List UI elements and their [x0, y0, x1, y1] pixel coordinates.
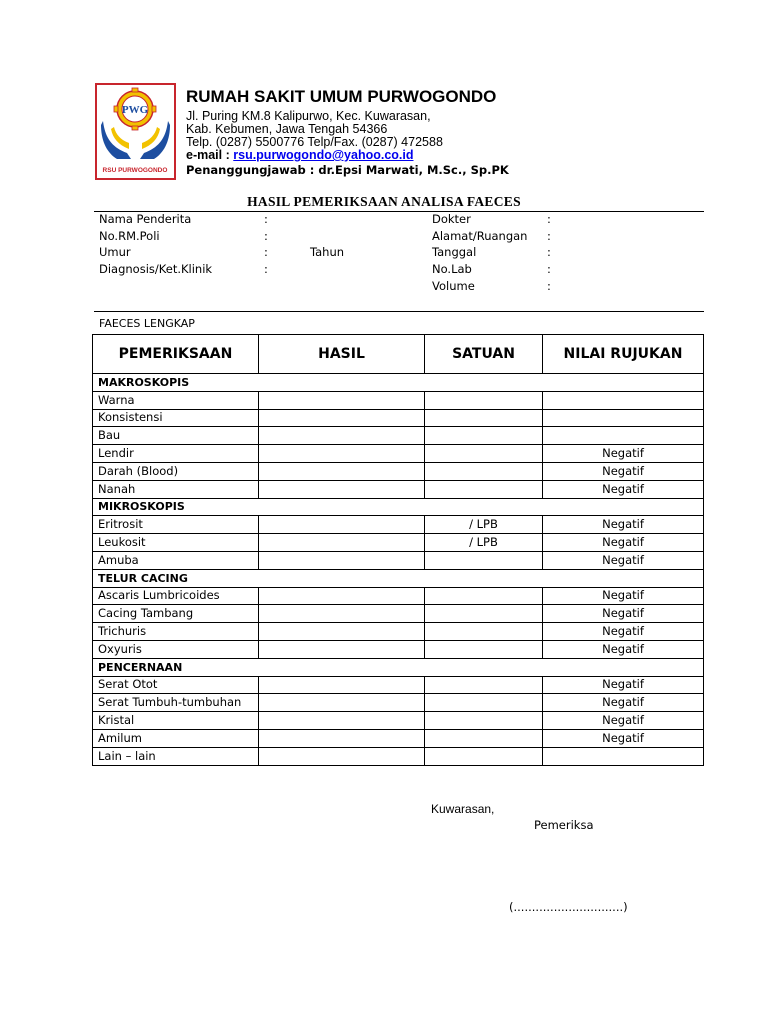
- exam-name: Kristal: [93, 712, 259, 730]
- table-row: [93, 516, 704, 534]
- result-cell[interactable]: [259, 409, 425, 427]
- field-colon: :: [264, 262, 268, 276]
- unit-cell: [425, 605, 543, 623]
- table-row: [93, 694, 704, 712]
- unit-cell: / LPB: [425, 516, 543, 534]
- reference-cell: Negatif: [543, 712, 704, 730]
- reference-cell: Negatif: [543, 480, 704, 498]
- exam-name: Lendir: [93, 445, 259, 463]
- header-nilai-rujukan: NILAI RUJUKAN: [543, 335, 704, 374]
- reference-cell: Negatif: [543, 587, 704, 605]
- table-row: [93, 640, 704, 658]
- patient-field-label: Tanggal: [432, 245, 477, 259]
- result-cell[interactable]: [259, 480, 425, 498]
- reference-cell: Negatif: [543, 729, 704, 747]
- result-cell[interactable]: [259, 516, 425, 534]
- table-row: [93, 427, 704, 445]
- table-row: [93, 729, 704, 747]
- reference-cell: Negatif: [543, 534, 704, 552]
- reference-cell: [543, 427, 704, 445]
- result-cell[interactable]: [259, 676, 425, 694]
- result-cell[interactable]: [259, 587, 425, 605]
- header-pemeriksaan: PEMERIKSAAN: [93, 335, 259, 374]
- patient-field-label: Umur: [99, 245, 131, 259]
- unit-cell: [425, 427, 543, 445]
- exam-name: Serat Tumbuh-tumbuhan: [93, 694, 259, 712]
- table-row: [93, 623, 704, 641]
- exam-name: Eritrosit: [93, 516, 259, 534]
- unit-cell: [425, 409, 543, 427]
- patient-field-label: Diagnosis/Ket.Klinik: [99, 262, 213, 276]
- field-colon: :: [547, 245, 551, 259]
- patient-field-label: Nama Penderita: [99, 212, 192, 226]
- section-title: TELUR CACING: [93, 569, 704, 587]
- exam-name: Nanah: [93, 480, 259, 498]
- result-cell[interactable]: [259, 391, 425, 409]
- report-title: HASIL PEMERIKSAAN ANALISA FAECES: [247, 194, 521, 209]
- exam-name: Ascaris Lumbricoides: [93, 587, 259, 605]
- table-row: [93, 747, 704, 765]
- section-title: PENCERNAAN: [93, 658, 704, 676]
- table-row: [93, 391, 704, 409]
- unit-cell: / LPB: [425, 534, 543, 552]
- reference-cell: Negatif: [543, 445, 704, 463]
- section-title: MIKROSKOPIS: [93, 498, 704, 516]
- address-line-1: Jl. Puring KM.8 Kalipurwo, Kec. Kuwarasan,: [186, 109, 431, 123]
- unit-cell: [425, 551, 543, 569]
- exam-name: Amilum: [93, 729, 259, 747]
- table-row: [93, 676, 704, 694]
- patient-field-label: Dokter: [432, 212, 471, 226]
- table-row: [93, 480, 704, 498]
- field-colon: :: [547, 279, 551, 293]
- exam-name: Bau: [93, 427, 259, 445]
- table-row: [93, 551, 704, 569]
- result-cell[interactable]: [259, 462, 425, 480]
- reference-cell: Negatif: [543, 623, 704, 641]
- field-colon: :: [264, 229, 268, 243]
- section-row: [93, 374, 704, 392]
- unit-cell: [425, 391, 543, 409]
- result-cell[interactable]: [259, 605, 425, 623]
- unit-cell: [425, 462, 543, 480]
- age-unit: Tahun: [310, 245, 345, 259]
- field-colon: :: [264, 212, 268, 226]
- field-colon: :: [264, 245, 268, 259]
- result-cell[interactable]: [259, 623, 425, 641]
- reference-cell: Negatif: [543, 551, 704, 569]
- table-row: [93, 587, 704, 605]
- exam-name: Cacing Tambang: [93, 605, 259, 623]
- logo-caption: RSU PURWOGONDO: [102, 167, 168, 174]
- exam-name: Lain – lain: [93, 747, 259, 765]
- exam-name: Amuba: [93, 551, 259, 569]
- table-row: [93, 462, 704, 480]
- responsible-person: Penanggungjawab : dr.Epsi Marwati, M.Sc., Sp.PK: [186, 163, 509, 177]
- signature-line: (..............................): [509, 900, 628, 914]
- table-row: [93, 712, 704, 730]
- reference-cell: Negatif: [543, 605, 704, 623]
- exam-name: Oxyuris: [93, 640, 259, 658]
- result-cell[interactable]: [259, 640, 425, 658]
- examiner-label: Pemeriksa: [534, 818, 594, 832]
- address-line-2: Kab. Kebumen, Jawa Tengah 54366: [186, 122, 388, 136]
- reference-cell: Negatif: [543, 676, 704, 694]
- section-label: FAECES LENGKAP: [99, 317, 195, 330]
- hospital-name: RUMAH SAKIT UMUM PURWOGONDO: [186, 87, 497, 106]
- phone-line: Telp. (0287) 5500776 Telp/Fax. (0287) 472588: [186, 135, 443, 149]
- results-table: [92, 334, 704, 766]
- reference-cell: [543, 391, 704, 409]
- exam-name: Konsistensi: [93, 409, 259, 427]
- exam-name: Leukosit: [93, 534, 259, 552]
- exam-name: Trichuris: [93, 623, 259, 641]
- unit-cell: [425, 640, 543, 658]
- result-cell[interactable]: [259, 534, 425, 552]
- field-colon: :: [547, 229, 551, 243]
- unit-cell: [425, 480, 543, 498]
- unit-cell: [425, 623, 543, 641]
- unit-cell: [425, 676, 543, 694]
- unit-cell: [425, 712, 543, 730]
- result-cell[interactable]: [259, 729, 425, 747]
- email-line: [186, 148, 414, 162]
- header-satuan: SATUAN: [425, 335, 543, 374]
- place-label: Kuwarasan,: [431, 802, 495, 816]
- field-colon: :: [547, 212, 551, 226]
- unit-cell: [425, 694, 543, 712]
- table-row: [93, 534, 704, 552]
- unit-cell: [425, 445, 543, 463]
- reference-cell: [543, 409, 704, 427]
- patient-field-label: Volume: [432, 279, 475, 293]
- result-cell[interactable]: [259, 551, 425, 569]
- email-label: e-mail :: [186, 148, 234, 162]
- result-cell[interactable]: [259, 427, 425, 445]
- section-row: [93, 569, 704, 587]
- email-link[interactable]: rsu.purwogondo@yahoo.co.id: [233, 148, 414, 162]
- patient-field-label: No.RM.Poli: [99, 229, 160, 243]
- section-row: [93, 658, 704, 676]
- exam-name: Serat Otot: [93, 676, 259, 694]
- field-colon: :: [547, 262, 551, 276]
- section-title: MAKROSKOPIS: [93, 374, 704, 392]
- exam-name: Darah (Blood): [93, 462, 259, 480]
- patient-field-label: Alamat/Ruangan: [432, 229, 528, 243]
- table-row: [93, 605, 704, 623]
- exam-name: Warna: [93, 391, 259, 409]
- unit-cell: [425, 747, 543, 765]
- table-row: [93, 409, 704, 427]
- result-cell[interactable]: [259, 445, 425, 463]
- reference-cell: Negatif: [543, 640, 704, 658]
- reference-cell: [543, 747, 704, 765]
- header-hasil: HASIL: [259, 335, 425, 374]
- divider-bottom: [94, 311, 704, 312]
- unit-cell: [425, 587, 543, 605]
- result-cell[interactable]: [259, 747, 425, 765]
- table-header-row: [93, 335, 704, 374]
- reference-cell: Negatif: [543, 462, 704, 480]
- hospital-logo: [95, 83, 176, 180]
- logo-initials: PWG: [121, 104, 149, 116]
- reference-cell: Negatif: [543, 694, 704, 712]
- result-cell[interactable]: [259, 712, 425, 730]
- reference-cell: Negatif: [543, 516, 704, 534]
- patient-field-label: No.Lab: [432, 262, 472, 276]
- unit-cell: [425, 729, 543, 747]
- result-cell[interactable]: [259, 694, 425, 712]
- table-row: [93, 445, 704, 463]
- section-row: [93, 498, 704, 516]
